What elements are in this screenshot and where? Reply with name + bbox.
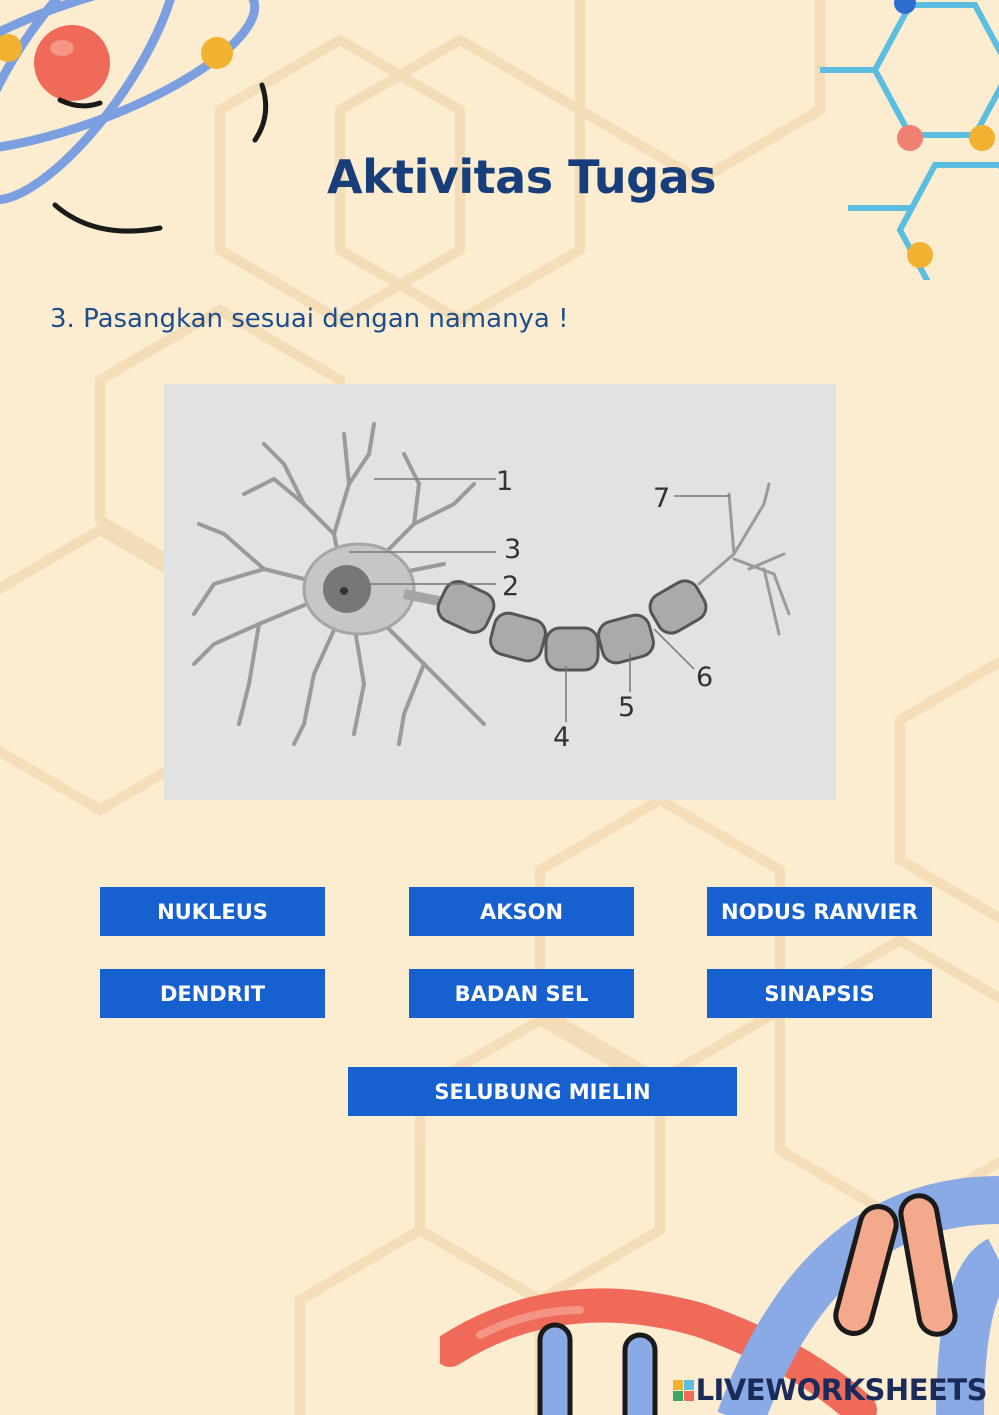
neuron-label-4: 4 [553,722,571,753]
molecule-decoration-icon [810,0,999,280]
liveworksheets-logo-icon [673,1380,694,1401]
answer-chip-dendrit[interactable]: DENDRIT [100,969,325,1018]
liveworksheets-logo [673,1373,987,1407]
brand-text: LIVEWORKSHEETS [695,1373,987,1407]
neuron-label-7: 7 [653,483,671,514]
neuron-label-6: 6 [696,662,714,693]
answer-chip-selubung-mielin[interactable]: SELUBUNG MIELIN [348,1067,737,1116]
neuron-label-3: 3 [504,534,522,565]
answer-chip-badan-sel[interactable]: BADAN SEL [409,969,634,1018]
answer-chip-akson[interactable]: AKSON [409,887,634,936]
answer-chip-nukleus[interactable]: NUKLEUS [100,887,325,936]
page-title: Aktivitas Tugas [326,150,717,204]
question-text: 3. Pasangkan sesuai dengan namanya ! [50,304,569,334]
answer-chip-sinapsis[interactable]: SINAPSIS [707,969,932,1018]
answer-chip-nodus-ranvier[interactable]: NODUS RANVIER [707,887,932,936]
neuron-illustration [164,384,836,800]
neuron-label-5: 5 [618,692,636,723]
neuron-diagram [164,384,836,800]
neuron-label-2: 2 [502,571,520,602]
atom-decoration-icon [0,0,290,250]
neuron-label-1: 1 [496,466,514,497]
